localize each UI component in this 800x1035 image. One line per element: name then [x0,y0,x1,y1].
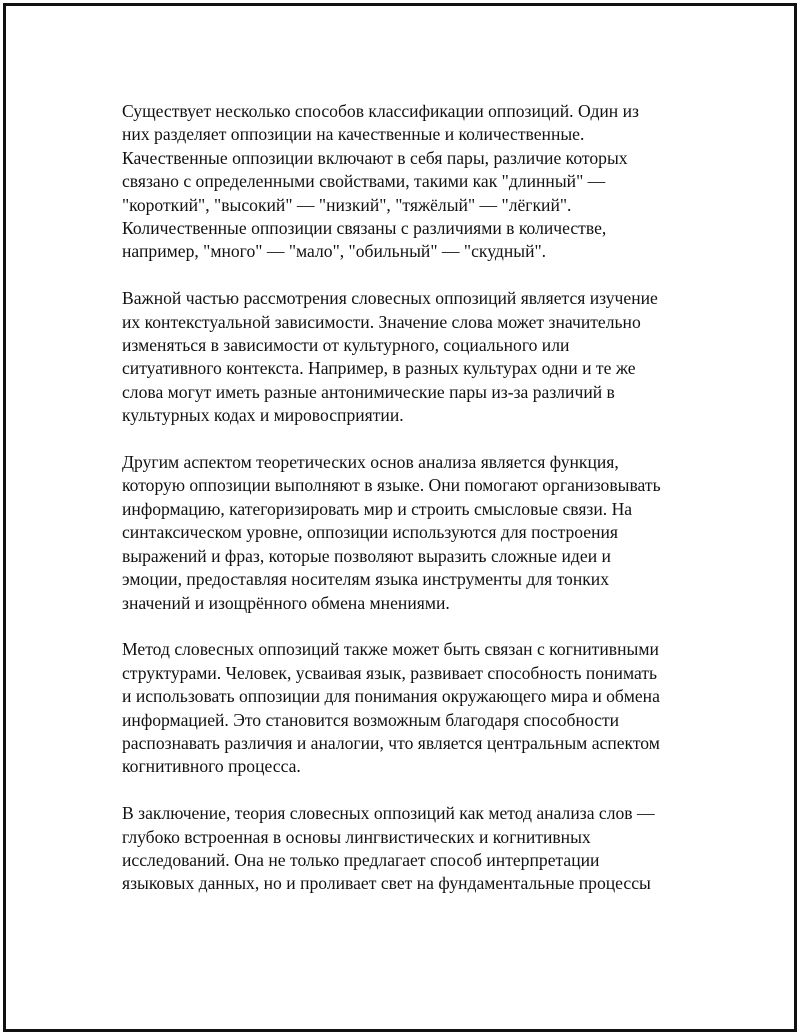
text-line: и использовать оппозиции для понимания окружающего мира и обмена [122,686,660,707]
page-frame [3,3,797,1032]
text-line: "короткий", "высокий" — "низкий", "тяжёлый" — "лёгкий". [122,194,572,215]
text-line: эмоции, предоставляя носителям языка инструменты для тонких [122,569,610,590]
text-line: глубоко встроенная в основы лингвистических и когнитивных [122,826,591,847]
text-line: изменяться в зависимости от культурного, социального или [122,335,570,356]
text-line: их контекстуальной зависимости. Значение слова может значительно [122,311,641,332]
text-line: слова могут иметь разные антонимические пары из-за различий в [122,381,615,402]
text-line: когнитивного процесса. [122,756,301,777]
text-line: них разделяет оппозиции на качественные и количественные. [122,124,585,145]
text-line: исследований. Она не только предлагает способ интерпретации [122,849,600,870]
text-line: В заключение, теория словесных оппозиций как метод анализа слов — [122,803,655,824]
text-line: выражений и фраз, которые позволяют выразить сложные идеи и [122,545,611,566]
text-line: Важной частью рассмотрения словесных оппозиций является изучение [122,288,658,309]
text-line: Метод словесных оппозиций также может быть связан с когнитивными [122,639,659,660]
text-line: информацией. Это становится возможным благодаря способности [122,709,620,730]
text-line: информацию, категоризировать мир и строить смысловые связи. На [122,498,633,519]
text-line: связано с определенными свойствами, такими как "длинный" — [122,171,606,192]
text-line: Другим аспектом теоретических основ анализа является функция, [122,452,619,473]
paragraph-cognitive [122,638,702,778]
text-line: Качественные оппозиции включают в себя пары, различие которых [122,147,628,168]
text-line: Существует несколько способов классификации оппозиций. Один из [122,101,639,121]
text-line: структурами. Человек, усваивая язык, развивает способность понимать [122,662,658,683]
text-line: культурных кодах и мировосприятии. [122,405,404,426]
text-line: например, "много" — "мало", "обильный" — "скудный". [122,241,547,262]
text-line: которую оппозиции выполняют в языке. Они помогают организовывать [122,475,661,496]
text-line: ситуативного контекста. Например, в разных культурах одни и те же [122,358,636,379]
text-line: Количественные оппозиции связаны с различиями в количестве, [122,218,607,239]
text-line: синтаксическом уровне, оппозиции используются для построения [122,522,619,543]
document-body [122,100,702,919]
paragraph-context [122,287,702,427]
text-line: значений и изощрённого обмена мнениями. [122,592,450,613]
text-line: языковых данных, но и проливает свет на фундаментальные процессы [122,873,651,894]
paragraph-conclusion [122,802,702,896]
paragraph-classification [122,100,702,264]
paragraph-function [122,451,702,615]
text-line: распознавать различия и аналогии, что является центральным аспектом [122,732,660,753]
